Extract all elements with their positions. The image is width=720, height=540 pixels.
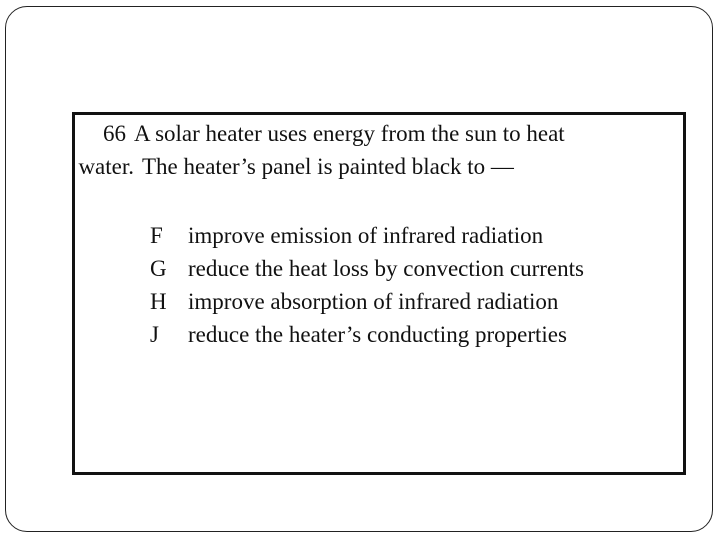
option-f[interactable] [150, 219, 584, 252]
option-letter: H [150, 289, 167, 314]
question-stem-line-1 [78, 119, 565, 149]
option-letter: F [150, 223, 163, 248]
option-letter: G [150, 256, 167, 281]
option-text: reduce the heater’s conducting properties [188, 322, 567, 347]
option-text: improve absorption of infrared radiation [188, 289, 559, 314]
stem-text-1: A solar heater uses energy from the sun to heat [134, 121, 565, 146]
option-g[interactable] [150, 252, 584, 285]
option-text: reduce the heat loss by convection currents [188, 256, 584, 281]
answer-options [150, 219, 584, 351]
option-text: improve emission of infrared radiation [188, 223, 544, 248]
question-stem-line-2 [78, 152, 514, 182]
stem-lead-word: water. [78, 154, 134, 179]
stem-text-2: The heater’s panel is painted black to — [142, 154, 514, 179]
option-letter: J [150, 322, 159, 347]
option-h[interactable] [150, 285, 584, 318]
option-j[interactable] [150, 318, 584, 351]
question-number: 66 [103, 121, 126, 146]
